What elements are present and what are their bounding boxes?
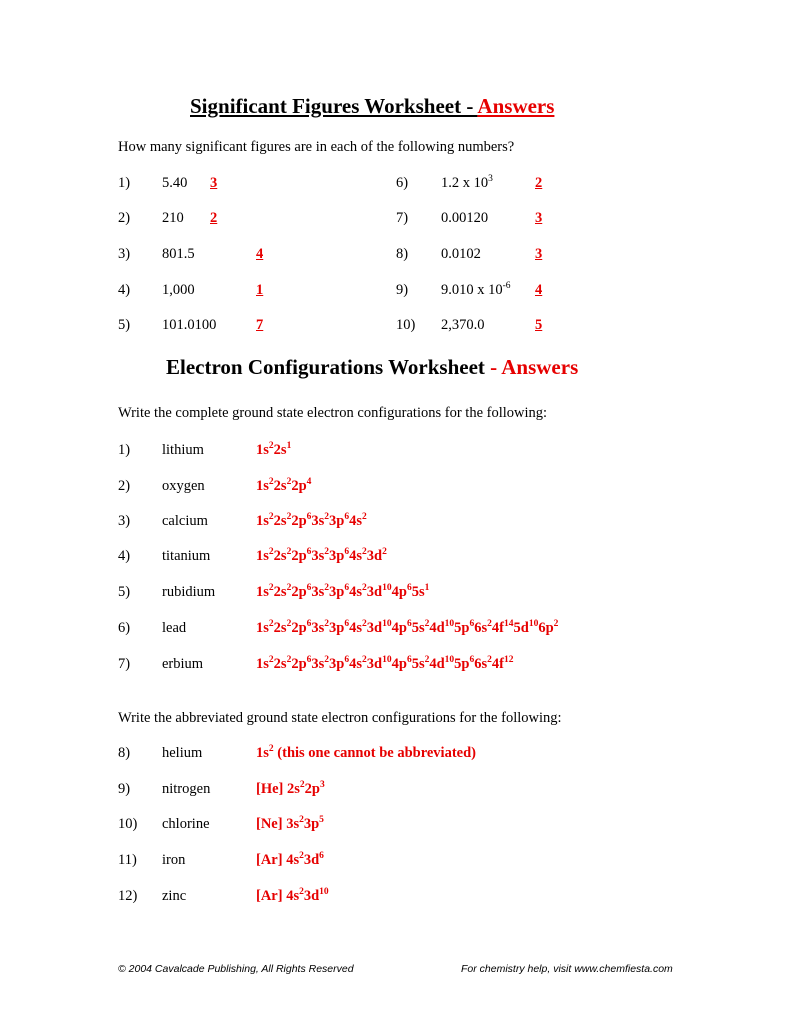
- sigfig-value-base: 0.00120: [441, 210, 489, 226]
- electron-prompt-complete: Write the complete ground state electron configurations for the following:: [118, 405, 548, 421]
- orbital: [Ar] 4s: [256, 852, 300, 868]
- electron-item-element: iron: [162, 852, 186, 868]
- orbital-electron-count: 6: [344, 512, 350, 522]
- electron-item-element: titanium: [162, 548, 211, 564]
- orbital: 2p: [291, 656, 307, 672]
- orbital-electron-count: 10: [444, 619, 455, 629]
- orbital: 4s: [349, 513, 363, 529]
- sigfig-item-answer: 7: [256, 317, 264, 333]
- sigfig-item-number: 2): [118, 210, 131, 226]
- electron-title-text: Electron Configurations Worksheet: [166, 355, 491, 379]
- electron-config: [256, 584, 429, 601]
- orbital: 3s: [311, 548, 325, 564]
- orbital-electron-count: 2: [299, 887, 304, 897]
- sigfig-item-answer: 3: [535, 246, 543, 262]
- orbital-electron-count: 2: [362, 583, 367, 593]
- orbital-electron-count: 2: [553, 619, 559, 629]
- sigfig-item-number: 5): [118, 317, 131, 333]
- orbital: 2s: [273, 442, 287, 458]
- electron-item-number: 6): [118, 620, 131, 636]
- orbital-electron-count: 5: [319, 815, 324, 825]
- orbital: 3s: [311, 513, 325, 529]
- orbital: 1s: [256, 478, 269, 494]
- orbital: 2s: [273, 656, 287, 672]
- sigfig-item-answer: 3: [535, 210, 543, 226]
- electron-title: [166, 355, 578, 380]
- orbital: 5s: [411, 620, 425, 636]
- electron-item-number: 5): [118, 584, 131, 600]
- orbital: 1s: [256, 584, 269, 600]
- orbital-electron-count: 2: [268, 477, 274, 487]
- electron-item-element: helium: [162, 745, 203, 761]
- sigfig-title-text: Significant Figures Worksheet -: [190, 94, 478, 118]
- orbital: 2s: [273, 548, 287, 564]
- sigfig-item-answer: 2: [210, 210, 218, 226]
- orbital-electron-count: 2: [268, 655, 274, 665]
- orbital-electron-count: 2: [362, 547, 367, 557]
- orbital: 2p: [291, 584, 307, 600]
- electron-item-number: 3): [118, 513, 131, 529]
- orbital: 1s: [256, 745, 269, 761]
- electron-config: [256, 852, 324, 869]
- orbital-electron-count: 6: [344, 655, 350, 665]
- orbital: 1s: [256, 548, 269, 564]
- orbital: 2s: [273, 584, 287, 600]
- electron-item-element: oxygen: [162, 478, 205, 494]
- orbital: 4s: [349, 620, 363, 636]
- electron-item-number: 11): [118, 852, 137, 868]
- electron-item-number: 9): [118, 781, 131, 797]
- orbital-electron-count: 6: [469, 655, 475, 665]
- orbital: 3s: [311, 656, 325, 672]
- orbital: 3d: [366, 548, 383, 564]
- sigfig-item-number: 10): [396, 317, 416, 333]
- electron-item-number: 1): [118, 442, 131, 458]
- electron-item-element: chlorine: [162, 816, 210, 832]
- sigfig-item-answer: 5: [535, 317, 543, 333]
- sigfig-item-number: 8): [396, 246, 409, 262]
- orbital-electron-count: 2: [268, 512, 274, 522]
- electron-config: [256, 888, 329, 905]
- orbital: 2p: [304, 781, 320, 797]
- orbital: 4d: [429, 656, 445, 672]
- electron-item-element: lead: [162, 620, 187, 636]
- orbital-electron-count: 6: [344, 583, 350, 593]
- sigfig-value-base: 2,370.0: [441, 317, 485, 333]
- sigfig-item-value: 210: [162, 210, 184, 226]
- orbital: 1s: [256, 620, 269, 636]
- orbital-electron-count: 6: [469, 619, 475, 629]
- electron-item-element: nitrogen: [162, 781, 211, 797]
- sigfig-item-value: 101.0100: [162, 317, 217, 333]
- sigfig-value-exponent: -6: [502, 281, 511, 291]
- sigfig-item-number: 3): [118, 246, 131, 262]
- orbital-electron-count: 2: [324, 547, 330, 557]
- sigfig-item-number: 7): [396, 210, 409, 226]
- sigfig-item-answer: 2: [535, 175, 543, 191]
- orbital: 3d: [366, 584, 383, 600]
- sigfig-item-answer: 4: [535, 282, 543, 298]
- footer-copyright: © 2004 Cavalcade Publishing, All Rights Reserved: [118, 963, 354, 975]
- electron-item-number: 2): [118, 478, 131, 494]
- electron-title-answers: - Answers: [490, 355, 579, 379]
- electron-item-element: rubidium: [162, 584, 216, 600]
- sigfig-item-value: [441, 282, 511, 299]
- orbital-electron-count: 2: [299, 851, 304, 861]
- orbital: 2s: [273, 620, 287, 636]
- orbital: 3d: [303, 852, 320, 868]
- orbital-electron-count: 2: [362, 512, 367, 522]
- orbital-electron-count: 6: [306, 583, 312, 593]
- orbital: 5p: [454, 656, 470, 672]
- orbital: 3p: [329, 513, 345, 529]
- orbital-electron-count: 2: [286, 547, 292, 557]
- orbital-electron-count: 2: [324, 655, 330, 665]
- orbital-electron-count: 2: [362, 655, 367, 665]
- orbital-electron-count: 2: [286, 583, 292, 593]
- sigfig-item-value: 1,000: [162, 282, 195, 298]
- sigfig-item-value: [441, 317, 485, 334]
- orbital-electron-count: 10: [382, 655, 392, 665]
- sigfig-value-exponent: 3: [488, 174, 493, 184]
- orbital: 1s: [256, 513, 269, 529]
- orbital-electron-count: 6: [306, 547, 312, 557]
- orbital: 6p: [538, 620, 554, 636]
- orbital: 6s: [474, 620, 488, 636]
- orbital-electron-count: 2: [286, 512, 292, 522]
- electron-config: [256, 478, 311, 495]
- orbital-electron-count: 12: [504, 655, 514, 665]
- orbital-electron-count: 2: [487, 655, 492, 665]
- orbital: 4s: [349, 548, 363, 564]
- orbital-electron-count: 10: [444, 655, 455, 665]
- orbital: 5d: [513, 620, 529, 636]
- orbital: 3d: [303, 888, 320, 904]
- electron-item-element: zinc: [162, 888, 187, 904]
- orbital: 5s: [411, 584, 425, 600]
- sigfig-item-number: 4): [118, 282, 131, 298]
- orbital-electron-count: 1: [424, 583, 430, 593]
- electron-config: [256, 745, 476, 762]
- orbital: 3p: [329, 656, 345, 672]
- orbital: 4f: [491, 656, 504, 672]
- orbital-electron-count: 3: [319, 780, 325, 790]
- sigfig-item-number: 1): [118, 175, 131, 191]
- sigfig-item-value: [441, 175, 493, 192]
- orbital-electron-count: 2: [286, 619, 292, 629]
- sigfig-item-answer: 4: [256, 246, 264, 262]
- orbital-electron-count: 6: [344, 619, 350, 629]
- orbital: 3s: [311, 584, 325, 600]
- orbital-electron-count: 6: [306, 512, 312, 522]
- orbital-electron-count: 2: [382, 547, 387, 557]
- orbital: 3d: [366, 656, 383, 672]
- orbital-electron-count: 1: [286, 441, 292, 451]
- orbital-electron-count: 10: [319, 887, 329, 897]
- orbital: 3p: [329, 584, 345, 600]
- orbital: 2s: [273, 513, 287, 529]
- orbital-electron-count: 6: [406, 619, 412, 629]
- orbital: [Ar] 4s: [256, 888, 300, 904]
- orbital: 4p: [391, 584, 407, 600]
- electron-item-element: calcium: [162, 513, 208, 529]
- orbital: 5s: [411, 656, 425, 672]
- orbital-electron-count: 2: [324, 512, 330, 522]
- sigfig-value-base: 1.2 x 10: [441, 175, 489, 191]
- electron-config: [256, 816, 324, 833]
- orbital: 6s: [474, 656, 488, 672]
- electron-config: [256, 442, 291, 459]
- orbital-electron-count: 2: [286, 477, 292, 487]
- orbital: 2p: [291, 548, 307, 564]
- electron-config: [256, 620, 558, 637]
- orbital-electron-count: 10: [382, 583, 392, 593]
- electron-config: [256, 781, 325, 798]
- orbital-electron-count: 6: [406, 583, 412, 593]
- orbital: 1s: [256, 442, 269, 458]
- orbital: 2p: [291, 513, 307, 529]
- sigfig-value-base: 9.010 x 10: [441, 282, 503, 298]
- orbital: 4p: [391, 620, 407, 636]
- sigfig-item-value: [441, 210, 488, 227]
- orbital: 5p: [454, 620, 470, 636]
- electron-item-number: 4): [118, 548, 131, 564]
- orbital: 1s: [256, 656, 269, 672]
- orbital-electron-count: 2: [424, 655, 430, 665]
- sigfig-item-value: 801.5: [162, 246, 195, 262]
- orbital-electron-count: 2: [268, 744, 274, 754]
- orbital-electron-count: 2: [268, 583, 274, 593]
- orbital-electron-count: 4: [306, 477, 312, 487]
- orbital-electron-count: 2: [424, 619, 430, 629]
- orbital-electron-count: 6: [306, 619, 312, 629]
- sigfig-item-value: [441, 246, 481, 263]
- orbital: [Ne] 3s: [256, 816, 300, 832]
- orbital-electron-count: 10: [528, 619, 539, 629]
- orbital: 3p: [329, 548, 345, 564]
- orbital-electron-count: 2: [324, 619, 330, 629]
- orbital-electron-count: 2: [299, 815, 304, 825]
- orbital-electron-count: 10: [382, 619, 392, 629]
- sigfig-title: [190, 94, 554, 119]
- orbital-electron-count: 2: [324, 583, 330, 593]
- orbital: 4s: [349, 584, 363, 600]
- orbital-electron-count: 2: [268, 441, 274, 451]
- orbital: 3p: [329, 620, 345, 636]
- electron-config: [256, 656, 514, 673]
- electron-prompt-abbrev: Write the abbreviated ground state electron configurations for the following:: [118, 710, 562, 726]
- orbital: (this one cannot be abbreviated): [273, 745, 476, 761]
- orbital: 2s: [273, 478, 287, 494]
- sigfig-item-answer: 1: [256, 282, 264, 298]
- orbital: 4p: [391, 656, 407, 672]
- orbital-electron-count: 2: [286, 655, 292, 665]
- electron-config: [256, 548, 387, 565]
- footer-help-link: For chemistry help, visit www.chemfiesta.com: [461, 963, 673, 975]
- sigfig-item-number: 9): [396, 282, 409, 298]
- orbital-electron-count: 2: [487, 619, 492, 629]
- orbital-electron-count: 6: [306, 655, 312, 665]
- orbital-electron-count: 14: [504, 619, 514, 629]
- sigfig-value-base: 0.0102: [441, 246, 481, 262]
- electron-item-number: 7): [118, 656, 131, 672]
- sigfig-title-answers: Answers: [477, 94, 555, 118]
- sigfig-item-value: 5.40: [162, 175, 188, 191]
- electron-item-number: 12): [118, 888, 138, 904]
- orbital: [He] 2s: [256, 781, 300, 797]
- orbital: 3d: [366, 620, 383, 636]
- orbital-electron-count: 2: [268, 619, 274, 629]
- electron-item-number: 10): [118, 816, 138, 832]
- electron-item-element: lithium: [162, 442, 204, 458]
- sigfig-item-answer: 3: [210, 175, 218, 191]
- orbital: 4d: [429, 620, 445, 636]
- orbital-electron-count: 2: [299, 780, 305, 790]
- orbital: 4f: [491, 620, 504, 636]
- electron-item-number: 8): [118, 745, 131, 761]
- orbital: 3p: [303, 816, 320, 832]
- orbital-electron-count: 2: [362, 619, 367, 629]
- electron-item-element: erbium: [162, 656, 204, 672]
- orbital: 4s: [349, 656, 363, 672]
- orbital-electron-count: 2: [268, 547, 274, 557]
- orbital: 3s: [311, 620, 325, 636]
- sigfig-item-number: 6): [396, 175, 409, 191]
- electron-config: [256, 513, 367, 530]
- sigfig-prompt: How many significant figures are in each of the following numbers?: [118, 139, 515, 155]
- orbital-electron-count: 6: [344, 547, 350, 557]
- orbital-electron-count: 6: [406, 655, 412, 665]
- orbital: 2p: [291, 478, 307, 494]
- orbital: 2p: [291, 620, 307, 636]
- orbital-electron-count: 6: [319, 851, 324, 861]
